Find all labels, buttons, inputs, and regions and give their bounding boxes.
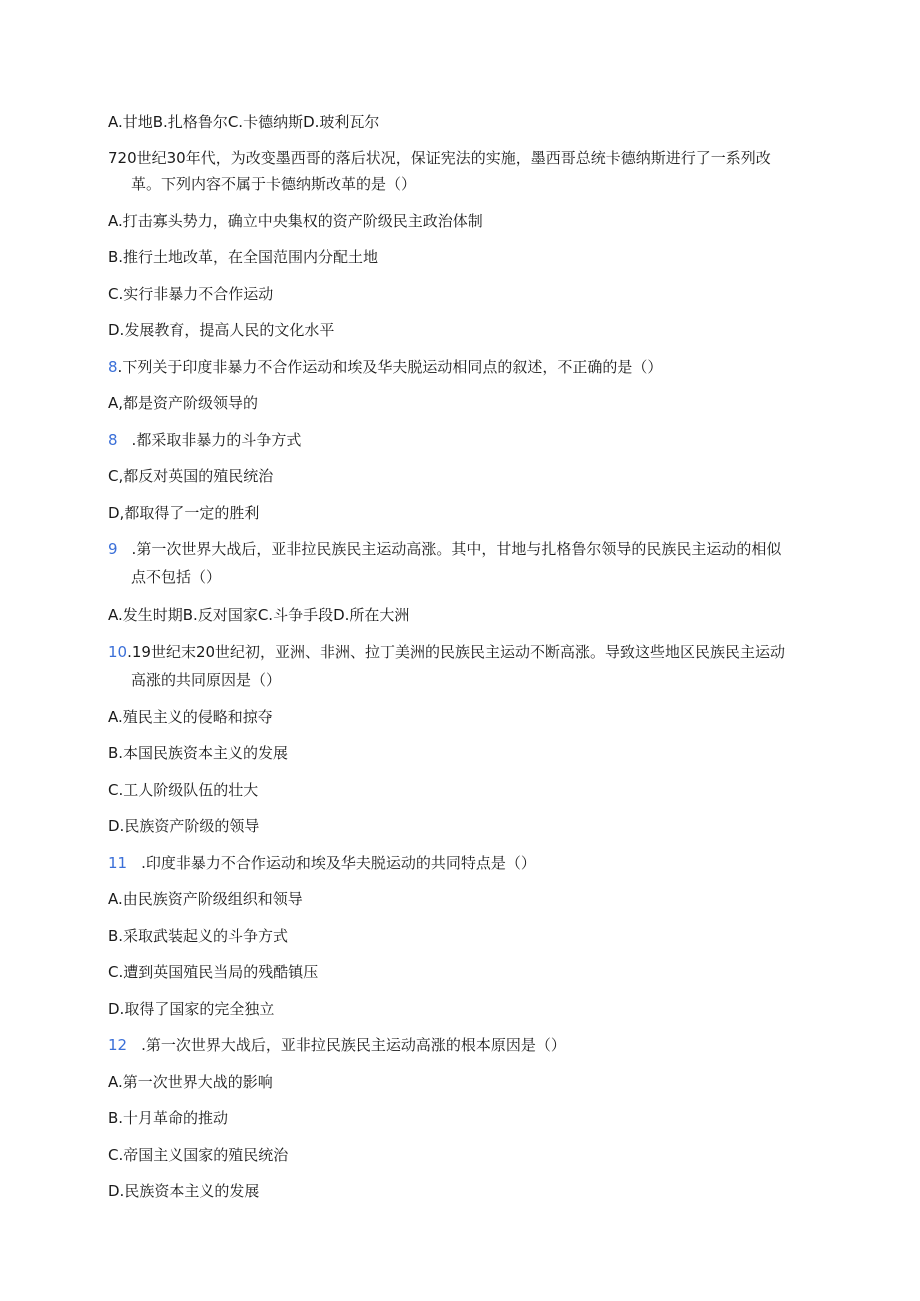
line-text: D.民族资本主义的发展 <box>108 1182 260 1200</box>
q8-option-a <box>108 392 258 414</box>
q8-option-c <box>108 465 273 487</box>
q8-option-d <box>108 502 259 524</box>
line-text: 革。下列内容不属于卡德纳斯改革的是（） <box>131 175 417 193</box>
line-text: B.本国民族资本主义的发展 <box>108 744 289 762</box>
line-text: A.第一次世界大战的影响 <box>108 1073 273 1091</box>
q9-stem-line <box>108 538 781 560</box>
line-text: B.十月革命的推动 <box>108 1109 229 1127</box>
question-number: 10 <box>108 643 128 661</box>
line-text: .第一次世界大战后，亚非拉民族民主运动高涨的根本原因是（） <box>141 1036 566 1054</box>
line-text: C.遭到英国殖民当局的残酷镇压 <box>108 963 319 981</box>
q9-stem-continuation <box>131 566 221 588</box>
question-number: 11 <box>108 854 128 872</box>
q10-stem-continuation <box>131 669 281 691</box>
q8-option-b <box>108 429 301 451</box>
q7-option-a <box>108 210 483 232</box>
line-text: A.甘地B.扎格鲁尔C.卡德纳斯D.玻利瓦尔 <box>108 113 380 131</box>
q8-stem-line <box>108 356 662 378</box>
line-text: C.工人阶级队伍的壮大 <box>108 781 259 799</box>
question-number: 9 <box>108 540 118 558</box>
q10-option-d <box>108 815 259 837</box>
question-number: 8 <box>108 358 118 376</box>
line-text: A.发生时期B.反对国家C.斗争手段D.所在大洲 <box>108 606 410 624</box>
q10-option-c <box>108 779 258 801</box>
line-text: B.推行土地改革，在全国范围内分配土地 <box>108 248 379 266</box>
line-text: 点不包括（） <box>131 568 222 586</box>
q12-option-a <box>108 1071 273 1093</box>
line-text: D.取得了国家的完全独立 <box>108 1000 275 1018</box>
question-number: 12 <box>108 1036 128 1054</box>
q7-stem-line <box>108 147 771 169</box>
q12-option-c <box>108 1144 288 1166</box>
q7-stem-continuation <box>131 173 416 195</box>
q12-stem-line <box>108 1034 566 1056</box>
line-text: .19世纪末20世纪初，亚洲、非洲、拉丁美洲的民族民主运动不断高涨。导致这些地区民族民主运动 <box>127 643 786 661</box>
line-text: .印度非暴力不合作运动和埃及华夫脱运动的共同特点是（） <box>141 854 536 872</box>
line-text: .都采取非暴力的斗争方式 <box>131 431 302 449</box>
q11-option-c <box>108 961 318 983</box>
line-text: C.帝国主义国家的殖民统治 <box>108 1146 289 1164</box>
line-text: C,都反对英国的殖民统治 <box>108 467 274 485</box>
line-text: C.实行非暴力不合作运动 <box>108 285 274 303</box>
line-text: 高涨的共同原因是（） <box>131 671 282 689</box>
line-text: B.采取武装起义的斗争方式 <box>108 927 289 945</box>
q6-options-line <box>108 111 379 133</box>
q7-option-b <box>108 246 378 268</box>
line-text: A.打击寡头势力，确立中央集权的资产阶级民主政治体制 <box>108 212 483 230</box>
q9-options-line <box>108 604 409 626</box>
q12-option-b <box>108 1107 228 1129</box>
line-text: D.民族资产阶级的领导 <box>108 817 260 835</box>
line-text: D,都取得了一定的胜利 <box>108 504 260 522</box>
q11-option-a <box>108 888 303 910</box>
question-number: 8 <box>108 431 118 449</box>
line-text: .下列关于印度非暴力不合作运动和埃及华夫脱运动相同点的叙述，不正确的是（） <box>117 358 663 376</box>
q10-stem-line <box>108 641 785 663</box>
line-text: 720世纪30年代，为改变墨西哥的落后状况，保证宪法的实施，墨西哥总统卡德纳斯进行了一系列改 <box>108 149 771 167</box>
line-text: D.发展教育，提高人民的文化水平 <box>108 321 335 339</box>
q12-option-d <box>108 1180 259 1202</box>
q7-option-d <box>108 319 334 341</box>
q7-option-c <box>108 283 273 305</box>
line-text: A.殖民主义的侵略和掠夺 <box>108 708 273 726</box>
line-text: A.由民族资产阶级组织和领导 <box>108 890 303 908</box>
line-text: A,都是资产阶级领导的 <box>108 394 259 412</box>
q10-option-a <box>108 706 273 728</box>
line-text: .第一次世界大战后，亚非拉民族民主运动高涨。其中，甘地与扎格鲁尔领导的民族民主运动的相似 <box>131 540 782 558</box>
q10-option-b <box>108 742 288 764</box>
q11-option-d <box>108 998 274 1020</box>
q11-stem-line <box>108 852 536 874</box>
q11-option-b <box>108 925 288 947</box>
